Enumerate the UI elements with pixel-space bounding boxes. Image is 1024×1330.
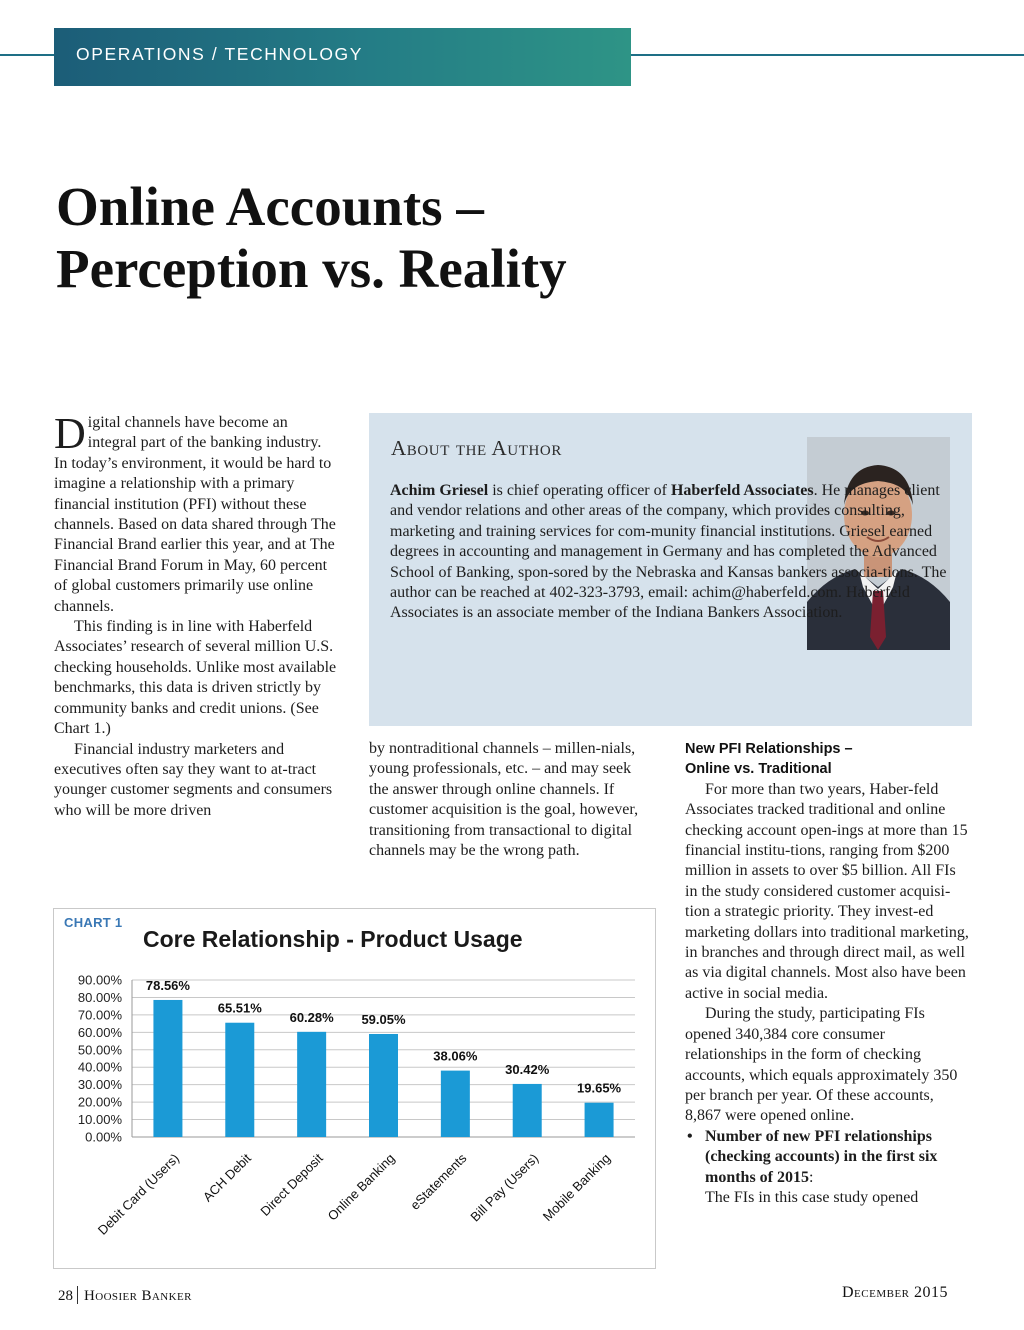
x-category-label: Mobile Banking xyxy=(539,1150,614,1224)
y-tick-label: 20.00% xyxy=(77,1094,122,1110)
bar-value-label: 30.42% xyxy=(505,1061,550,1077)
article-headline xyxy=(56,176,756,300)
issue-date: December 2015 xyxy=(842,1284,949,1301)
y-tick-label: 50.00% xyxy=(77,1042,122,1058)
column-2 xyxy=(369,739,654,861)
chart-title: Core Relationship - Product Usage xyxy=(143,926,523,952)
bar-value-label: 38.06% xyxy=(433,1048,478,1064)
x-category-label: Online Banking xyxy=(324,1150,398,1224)
bar-3 xyxy=(369,1034,398,1137)
column-3 xyxy=(685,739,970,1208)
x-category-label: Direct Deposit xyxy=(257,1150,326,1219)
col2-paragraph-1: by nontraditional channels – millen-nials, young professionals, etc. – and may seek the answer through online channels. If customer acquisition is the goal, however, transitioning from transactional to digital channels may be the wrong path. xyxy=(369,740,639,860)
y-tick-label: 0.00% xyxy=(85,1129,122,1145)
drop-cap: D xyxy=(54,409,86,458)
bar-0 xyxy=(153,1000,182,1137)
y-tick-label: 80.00% xyxy=(77,989,122,1005)
bar-6 xyxy=(585,1103,614,1137)
x-category-label: Debit Card (Users) xyxy=(94,1150,183,1238)
footer-divider xyxy=(77,1286,78,1304)
core-relationship-bar-chart xyxy=(53,960,656,1265)
x-category-label: Bill Pay (Users) xyxy=(467,1150,542,1225)
headline-line-2: Perception vs. Reality xyxy=(56,238,567,299)
bar-value-label: 60.28% xyxy=(289,1009,334,1025)
y-tick-label: 30.00% xyxy=(77,1077,122,1093)
col3-heading-line-1: New PFI Relationships – xyxy=(685,741,853,757)
col3-paragraph-1: For more than two years, Haber-feld Associates tracked traditional and online checking account open-ings at more than 15 financial institu-tions, ranging from $200 million in assets to over $5 billion. All FIs in the study considered customer acquisi-tion a strategic priority. They invest-ed marketing dollars into traditional marketing, in branches and through direct mail, as well as via digital channels. Most also have been active in social media. xyxy=(685,780,969,1002)
y-tick-label: 60.00% xyxy=(77,1024,122,1040)
headline-line-1: Online Accounts – xyxy=(56,176,484,237)
col3-paragraph-2: During the study, participating FIs opened 340,384 core consumer relationships in the form of checking accounts, which equals approximately 350 per branch per year. Of these accounts, 8,867 were opened online. xyxy=(685,1005,958,1125)
bar-value-label: 19.65% xyxy=(577,1080,622,1096)
col3-bullet-body: The FIs in this case study opened xyxy=(705,1188,919,1206)
y-tick-label: 90.00% xyxy=(77,972,122,988)
col1-paragraph-1: Digital channels have become an integral part of the banking industry. In today’s environment, it would be hard to imagine a relationship with a primary financial institution (PFI) without these channels. Based on data shared through The Financial Brand earlier this year, and at The Financial Brand Forum in May, 60 percent of global customers primarily use online channels. xyxy=(54,409,336,615)
x-category-label: ACH Debit xyxy=(199,1150,254,1205)
bullet-icon: • xyxy=(687,1127,693,1145)
author-name: Achim Griesel xyxy=(390,482,489,499)
bar-4 xyxy=(441,1071,470,1137)
bar-value-label: 59.05% xyxy=(361,1011,406,1027)
bar-2 xyxy=(297,1032,326,1137)
magazine-name: Hoosier Banker xyxy=(84,1288,192,1304)
y-tick-label: 70.00% xyxy=(77,1007,122,1023)
col1-paragraph-2: This finding is in line with Haberfeld Associates’ research of several million U.S. checking households. Unlike most available benchmarks, this data is driven strictly by community banks and credit unions. (See Chart 1.) xyxy=(54,618,337,738)
footer-left xyxy=(58,1286,192,1305)
page-number: 28 xyxy=(58,1288,73,1304)
bar-value-label: 78.56% xyxy=(145,977,190,993)
col3-heading-line-2: Online vs. Traditional xyxy=(685,761,832,778)
col3-bullet: • Number of new PFI relationships (checking accounts) in the first six months of 2015: xyxy=(687,1127,938,1186)
section-label: OPERATIONS / TECHNOLOGY xyxy=(76,44,364,64)
y-tick-label: 10.00% xyxy=(77,1112,122,1128)
bar-value-label: 65.51% xyxy=(217,1000,262,1016)
bar-1 xyxy=(225,1023,254,1137)
y-tick-label: 40.00% xyxy=(77,1059,122,1075)
col1-paragraph-3: Financial industry marketers and executives often say they want to at-tract younger customer segments and consumers who will be more driven xyxy=(54,740,333,819)
column-1 xyxy=(54,409,337,821)
about-author-title: About the Author xyxy=(391,436,562,460)
x-category-label: eStatements xyxy=(407,1150,470,1213)
about-author-text: Achim Griesel is chief operating officer of Haberfeld Associates. He manages client and vendor relations and other areas of the company, which provides consulting, marketing and training services for com-munity financial institutions. Griesel earned degrees in accounting and management in Germany and has completed the Advanced School of Banking, spon-sored by the Nebraska and Kansas bankers associa-tions. The author can be reached at 402-323-3793, email: achim@haberfeld.com. Haberfeld Associates is an associate member of the Indiana Bankers Association. xyxy=(390,482,947,622)
author-company: Haberfeld Associates xyxy=(670,482,814,499)
bar-5 xyxy=(513,1084,542,1137)
chart-label: CHART 1 xyxy=(64,915,123,930)
